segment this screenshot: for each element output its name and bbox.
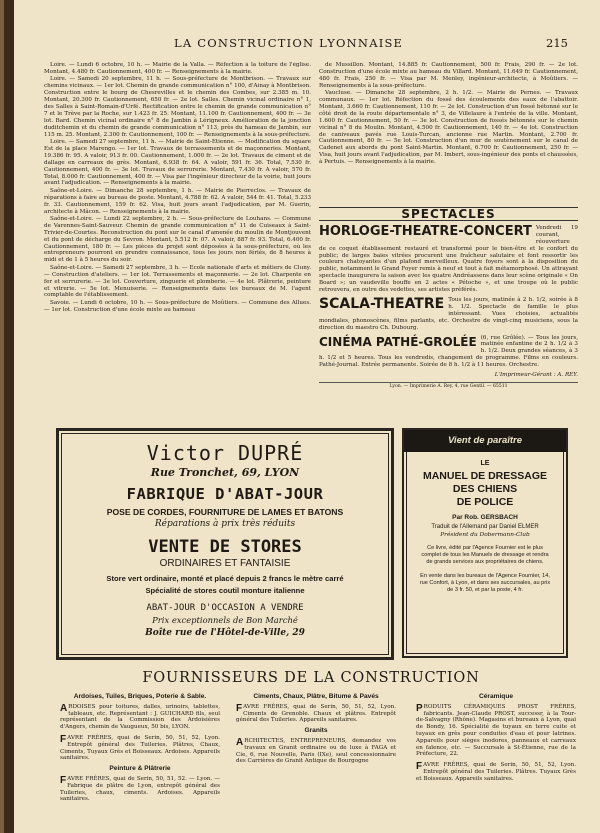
ad-manuel-president: Président du Dobermann-Club — [440, 532, 530, 538]
ad-dupre-abat-jour: ABAT-JOUR D'OCCASION A VENDRE — [146, 603, 304, 613]
tender-entry: Savoie. — Lundi 6 octobre, 10 h. — Sous-préfecture de Moûtiers. — Commune des Allues. — 1er lot. Construction d'une école mixte au hameau — [44, 299, 311, 313]
ad-manuel-text2: En vente dans les bureaux de l'Agence Fournier, 14, rue Confort, à Lyon, et dans ses succursales, au prix de 3 fr. 50, et par la poste, 4 fr. — [419, 573, 551, 593]
supplier-entry — [416, 762, 576, 782]
horloge-name: HORLOGE-THEATRE-CONCERT — [319, 223, 532, 239]
drop-cap: A — [236, 736, 244, 748]
supplier-text: RODUITS CÉRAMIQUES PROST FRÈRES, fabricants. Jean-Claude PROST, successr, à la Tour-de-Salvagny (Rhône). Magasins et bureaux à Lyon, quai de Bondy, 16. Spécialité de tuyaux en terre cuite et tuyaux en grès pour conduites d'eau et pour latrines. Appareils pour sièges inodores, panneaux et carreaux en faïence, etc. — Succursale à St-Étienne, rue de la Préfecture, 22. — [416, 703, 576, 758]
binding-edge — [0, 0, 4, 833]
supplier-entry — [236, 704, 396, 724]
ad-dupre-ordinaires: ORDINAIRES ET FANTAISIE — [159, 558, 291, 569]
drop-cap: F — [60, 733, 67, 745]
horloge-entry — [319, 225, 578, 294]
supplier-text: RCHITECTES, ENTREPRENEURS, demandez vos travaux en Granit ordinaire ou de luxe à FAGA et Cie, 6, rue Nouvelle, Paris (IXe), seul concessionnaire des Carrières de Granit Antique de Bourgogne — [236, 737, 396, 765]
cinema-name: CINÉMA PATHÉ-GROLÉE — [319, 334, 477, 349]
ad-manuel-title — [404, 470, 566, 509]
advertisement-dupre — [56, 428, 394, 660]
supplier-text: AVRE FRÈRES, quai de Serin, 50, 51, 52. — Lyon. — Fabrique de plâtre de Lyon, entrepôt général des Tuileries, chaux, ciments. Ardoises. Appareils sanitaires. — [60, 775, 220, 803]
horloge-text: Vendredi 19 courant, réouverture de ce coquet établissement restauré et transformé pour le bien-être et le confort du public; de larges baies vitrées procurent une fraîcheur salutaire et font ressortir les couleurs chatoyantes d'un plafond merveilleux. Quatre foyers sont à la disposition du public, notamment le Grand Foyer remis à neuf et tout à fait métamorphosé. Un attrayant spectacle inaugurera la saison avec les quatre Andréassens dans leur scène originale « On Board »; un vaudeville bouffe en 2 actes « Pétoche », et une troupe où le public retrouvera, en outre des vedettes, ses artistes préférés. — [319, 224, 578, 294]
ad-dupre-boite: Boîte rue de l'Hôtel-de-Ville, 29 — [145, 628, 305, 638]
supplier-text: AVRE FRÈRES, quai de Serin, 50, 51, 52, Lyon. Entrepôt général des Tuileries. Plâtres. Tuyaux Grès et Boisseaux. Appareils sanitaires. — [416, 762, 576, 782]
drop-cap: P — [416, 702, 423, 714]
fournisseurs-col-2 — [236, 690, 396, 830]
ad-dupre-prix: Prix exceptionnels de Bon Marché — [152, 615, 298, 625]
spectacles-heading: SPECTACLES — [319, 207, 578, 221]
tender-entry: de Mussillon. Montant, 14.885 fr. Cautionnement, 500 fr. Frais, 290 fr. — 2e lot. Construction d'une école mixte au hameau du Villard. Montant, 11.649 fr. Cautionnement, 480 fr. Frais, 250 fr. — Visa par M. Menley, ingénieur-architecte, à Moûtiers. — Renseignements à la sous-préfecture. — [319, 62, 578, 89]
drop-cap: F — [416, 761, 423, 773]
supplier-text: AVRE FRÈRES, quai de Serin, 50, 51, 52, Lyon. Ciments de Grenoble. Chaux et plâtres. Entrepôt général des Tuileries. Appareils sanitaires. — [236, 703, 396, 724]
ad-dupre-reparations: Réparations à prix très réduits — [154, 519, 296, 529]
ad-manuel-title-line: MANUEL DE DRESSAGE — [422, 470, 548, 482]
ad-manuel-title-line: DES CHIENS — [452, 483, 518, 495]
supplier-category: Ciments, Chaux, Plâtre, Bitume & Pavés — [253, 693, 379, 700]
ad-manuel-title-line: DE POLICE — [456, 496, 514, 508]
tenders-right-column — [319, 62, 578, 210]
tender-entry: Saône-et-Loire. — Dimanche 28 septembre, 1 h. — Mairie de Pierreclos. — Travaux de réparations à faire au bureau de poste. Montant, 4.788 fr. 62. A valoir, 544 fr. 41. Total, 5.233 fr. 33. Cautionnement, 159 fr. 62. Visa, huit jours avant l'adjudication, par M. Guerin, architecte à Mâcon. — Renseignements à la mairie. — [44, 187, 311, 215]
ad-dupre-name: Victor DUPRÉ — [146, 441, 304, 465]
ad-dupre-vente: VENTE DE STORES — [148, 537, 302, 557]
scala-name: SCALA-THEATRE — [319, 295, 445, 312]
ad-manuel-translator: Traduit de l'Allemand par Daniel ELMER — [431, 524, 539, 530]
tenders-left-column — [44, 62, 311, 410]
supplier-entry — [236, 738, 396, 765]
fournisseurs-heading: FOURNISSEURS DE LA CONSTRUCTION — [142, 670, 480, 686]
tender-entry: Vaucluse. — Dimanche 28 septembre, 2 h. 1/2. — Mairie de Pernes. — Travaux communaux. — 1er lot. Réfection du fossé des écoulements des eaux de l'abattoir. Montant, 3.660 fr. Cautionnement, 110 fr. — 2e lot. Construction d'un fossé bétonné sur le côté droit de la route départementale n° 3, de Villelaure à l'entrée de la ville. Montant, 1.600 fr. Cautionnement, 50 fr. — 3e lot. Construction de fossés bétonnés sur le chemin vicinal n° 8 du Moulin. Montant, 4.500 fr. Cautionnement, 140 fr. — 4e lot. Construction de caniveaux pavés rue Louis-Turcan, ancienne rue Martin. Montant, 2.700 fr. Cautionnement, 80 fr. — 5e lot. Construction d'un mur de soutènement sur le canal de Cadenet aux abords du pont Saint-Martin. Montant, 6.700 fr. Cautionnement, 250 fr. — Visa, huit jours avant l'adjudication, par M. Imbert, sous-ingénieur des ponts et chaussées, à Pertuis. — Renseignements à la mairie. — [319, 90, 578, 166]
fournisseurs-col-1 — [60, 690, 220, 830]
tender-entry: Saône-et-Loire. — Samedi 27 septembre, 3 h. — Ecole nationale d'arts et métiers de Cluny. — Construction d'ateliers. — 1er lot. Terrassements et maçonnerie. — 2e lot. Charpente en fer et serrurerie. — 3e lot. Couverture, zinguerie et plomberie. — 4e lot. Plâtrerie, peinture et vitrerie. — 5e lot. Menuiserie. — Renseignements dans les bureaux de M. l'agent comptable de l'établissement. — [44, 264, 311, 299]
supplier-entry — [60, 704, 220, 731]
spectacles-section — [319, 207, 578, 407]
advertisement-manuel — [402, 428, 568, 658]
supplier-category: Granits — [304, 727, 328, 735]
drop-cap: F — [60, 774, 67, 786]
supplier-text: RDOISES pour toitures, dalles, urinoirs, tablettes, tableaux, etc. Représentant : J. GUICHARD fils, seul représentant de la Commission des Ardoisières d'Angers, chemin de Vaugueux, 50 bis, LYON. — [60, 703, 220, 731]
tender-entry: Saône-et-Loire. — Lundi 22 septembre, 2 h. — Sous-préfecture de Louhans. — Commune de Varennes-Saint-Sauveur. Chemin de grande communication n° 11 de Cuiseaux à Saint-Trivier-de-Courtes. Reconstruction du pont sur le canal d'amenée du moulin de Montjouvent et du pont de décharge du Sevron. Montant, 5.512 fr. 07. A valoir, 887 fr. 93. Total, 6.400 fr. Cautionnement, 180 fr. — Les pièces du projet sont déposées à la sous-préfecture, où les entrepreneurs pourront en prendre connaissance, tous les jours non fériés, de 8 heures à midi et de 1 à 5 heures du soir. — [44, 215, 311, 264]
cinema-text: (6, rue Grôlée). — Tous les jours, matinée enfantine de 2 h. 1/2 à 3 h. 1/2. Deux grandes séances, à 3 h. 1/2 et 5 heures. Tous les vendredis, changement de programme. Films en couleurs. Pathé-Journal. Entrée permanente. Soirée de 8 h. 1/2 à 11 heures. Orchestre. — [319, 334, 578, 369]
ad-dupre-pose: POSE DE CORDES, FOURNITURE DE LAMES ET BATONS — [106, 507, 344, 517]
ad-manuel-text1: Ce livre, édité par l'Agence Fournier est le plus complet de tous les Manuels de dressage et rendra de grands services aux propriétaires de chiens. — [421, 545, 549, 565]
page-number: 215 — [546, 36, 568, 50]
cinema-entry — [319, 335, 578, 370]
ad-dupre-address: Rue Tronchet, 69, LYON — [150, 466, 300, 479]
scala-text: Tous les jours, matinée à 2 h. 1/2, soirée à 8 h. 1/2. Spectacle de famille le plus intéressant. Vues choisies, actualités mondiales, phonoscènes, films parlants, etc. Orchestre de vingt-cinq musiciens, sous la direction du maestro Ch. Dubourg. — [319, 296, 578, 331]
tender-entry: Loire. — Samedi 27 septembre, 11 h. — Mairie de Saint-Etienne. — Modification du square Est de la place Marengo. — 1er lot. Travaux de terrassements et de maçonneries. Montant, 19.386 fr. 95. A valoir, 913 fr. 00. Cautionnement, 1.000 fr. — 2e lot. Travaux de ciment et de dallage en carreaux de grès. Montant, 6.938 fr. 64. A valoir, 591 fr. 36. Total, 7.530 fr. Cautionnement, 400 fr. — 3e lot. Travaux de serrurerie. Montant, 7.430 fr. A valoir, 570 fr. Total, 8.000 fr. Cautionnement, 400 fr. — Visa par l'ingénieur directeur de la voirie, huit jours avant l'adjudication. — Renseignements à la mairie. — [44, 138, 311, 187]
drop-cap: F — [236, 702, 243, 714]
ad-dupre-fabrique: FABRIQUE D'ABAT-JOUR — [126, 485, 324, 503]
supplier-category: Peinture & Plâtrerie — [109, 765, 171, 773]
tender-entry: Loire. — Lundi 6 octobre, 10 h. — Mairie de la Valla. — Réfection à la toiture de l'église. Montant, 4.480 fr. Cautionnement, 400 fr. — Renseignements à la mairie. — [44, 62, 311, 75]
newspaper-page — [14, 0, 600, 833]
supplier-category: Ardoises, Tuiles, Briques, Poterie & Sable. — [73, 693, 207, 700]
ad-manuel-banner: Vient de paraître — [404, 430, 566, 452]
supplier-entry — [60, 776, 220, 803]
running-header — [14, 36, 600, 50]
imprimeur-gerant: L'Imprimeur-Gérant : A. REY. — [494, 372, 578, 379]
supplier-entry — [60, 735, 220, 762]
ad-manuel-author: Par Rob. GERSBACH — [452, 514, 518, 521]
tender-entry: Loire. — Samedi 20 septembre, 11 h. — Sous-préfecture de Montbrison. — Travaux sur chemins vicinaux. — 1er lot. Chemin de grande communication n° 100, d'Ainay à Montbrison. Construction entre le bourg de Chesrevilles et le chemin des Combes, sur 2.385 m. 10. Montant, 20.300 fr. Cautionnement, 650 fr. — 2e lot. Salles. Chemin vicinal ordinaire n° 1, des Salles à Saint-Romain-d'Urfé. Rectification entre le chemin de grande communication n° 7 et le Trève par la Roche, sur 1.423 fr. 25. Montant, 11.100 fr. Cautionnement, 400 fr. — 3e lot. Bard. Chemin vicinal ordinaire n° 8 de Jambin à Lérigneux. Amélioration de la jonction duditchemin et du chemin de grande communication n° 113, près du hameau de Jambin, sur 115 m. 25. Montant, 2.300 fr. Cautionnement, 100 fr. — Renseignements à la sous-préfecture. — [44, 76, 311, 138]
fournisseurs-col-3 — [416, 690, 576, 830]
ad-dupre-store-line: Store vert ordinaire, monté et placé depuis 2 francs le mètre carré — [106, 574, 344, 583]
supplier-category: Céramique — [478, 693, 514, 700]
printer-line: Lyon. — Imprimerie A. Rey, 4, rue Gentil. — 65511 — [319, 382, 578, 391]
supplier-text: AVRE FRÈRES, quai de Serin, 50, 51, 52, Lyon. Entrepôt général des Tuileries. Plâtres, Chaux, Ciments, Tuyaux Grès et Boisseaux. Ardoises. Appareils sanitaires. — [60, 734, 220, 762]
journal-title: LA CONSTRUCTION LYONNAISE — [174, 36, 404, 50]
ad-dupre-specialite: Spécialité de stores coutil monture italienne — [145, 586, 305, 595]
drop-cap: A — [60, 702, 68, 714]
ad-manuel-le: LE — [480, 460, 490, 467]
scala-entry — [319, 297, 578, 332]
supplier-entry — [416, 704, 576, 758]
